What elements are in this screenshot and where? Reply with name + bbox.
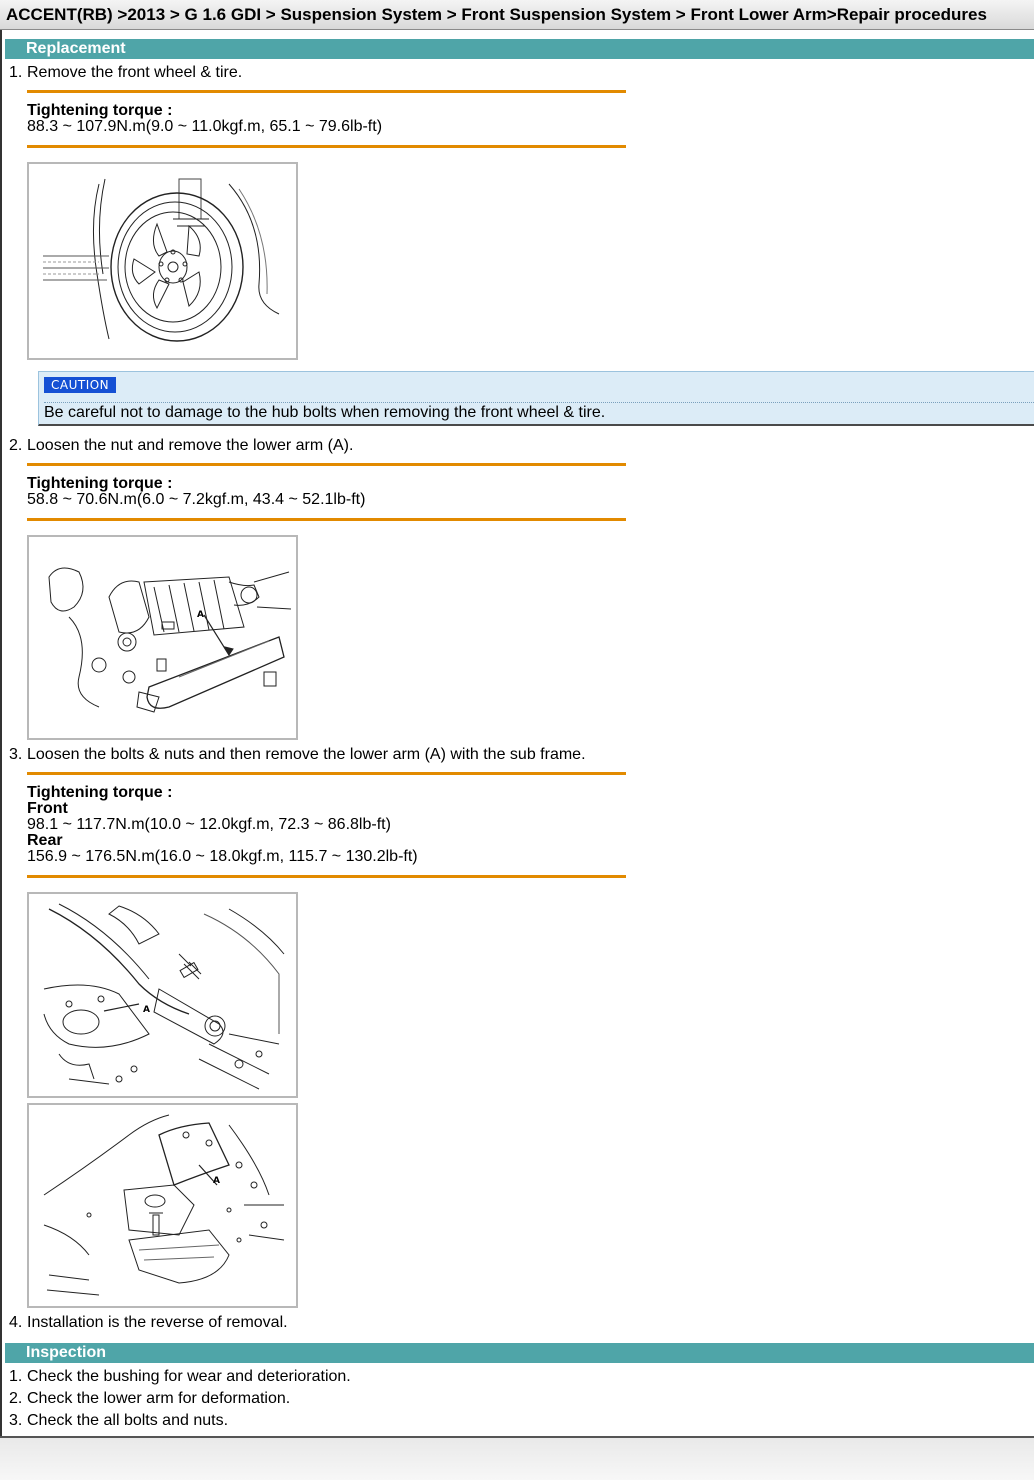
section-header-replacement: Replacement — [5, 39, 1034, 59]
torque-box-step-2 — [27, 463, 626, 521]
torque-value: 88.3 ~ 107.9N.m(9.0 ~ 11.0kgf.m, 65.1 ~ 79.6lb-ft) — [27, 118, 383, 135]
caution-box — [38, 371, 1034, 426]
torque-value: 58.8 ~ 70.6N.m(6.0 ~ 7.2kgf.m, 43.4 ~ 52.1lb-ft) — [27, 491, 366, 508]
torque-title: Tightening torque : — [27, 102, 173, 119]
figure-label-a: A — [213, 1176, 220, 1186]
inspection-step-3 — [9, 1411, 228, 1431]
caution-text: Be careful not to damage to the hub bolts when removing the front wheel & tire. — [44, 404, 606, 421]
step-text: Check the lower arm for deformation. — [27, 1390, 291, 1407]
step-text: Loosen the bolts & nuts and then remove the lower arm (A) with the sub frame. — [27, 746, 586, 763]
breadcrumb: ACCENT(RB) >2013 > G 1.6 GDI > Suspension System > Front Suspension System > Front Lower Arm>Repair procedures — [0, 0, 1034, 30]
figure-label-a: A — [197, 610, 204, 620]
step-number: 1. — [9, 64, 23, 81]
step-text: Installation is the reverse of removal. — [27, 1314, 288, 1331]
step-number: 3. — [9, 1412, 23, 1429]
step-number: 2. — [9, 1390, 23, 1407]
bottom-bar — [0, 1436, 1034, 1480]
torque-rear-value: 156.9 ~ 176.5N.m(16.0 ~ 18.0kgf.m, 115.7 ~ 130.2lb-ft) — [27, 848, 418, 865]
inspection-step-2 — [9, 1389, 290, 1409]
torque-rear-label: Rear — [27, 832, 63, 849]
step-number: 1. — [9, 1368, 23, 1385]
torque-box-step-1 — [27, 90, 626, 148]
figure-subframe-rear — [27, 1103, 298, 1308]
left-border — [0, 30, 2, 1438]
caution-label: CAUTION — [44, 377, 116, 393]
step-text: Check the bushing for wear and deterioration. — [27, 1368, 351, 1385]
step-2 — [9, 436, 353, 456]
step-number: 3. — [9, 746, 23, 763]
torque-front-label: Front — [27, 800, 68, 817]
torque-title: Tightening torque : — [27, 784, 173, 801]
step-3 — [9, 745, 586, 765]
figure-front-wheel — [27, 162, 298, 360]
section-header-inspection: Inspection — [5, 1343, 1034, 1363]
figure-lower-arm-nut — [27, 535, 298, 740]
step-4 — [9, 1313, 288, 1333]
figure-label-a: A — [143, 1005, 150, 1015]
step-1 — [9, 63, 242, 83]
step-number: 2. — [9, 437, 23, 454]
figure-subframe-front — [27, 892, 298, 1098]
step-text: Check the all bolts and nuts. — [27, 1412, 229, 1429]
inspection-step-1 — [9, 1367, 351, 1387]
step-text: Remove the front wheel & tire. — [27, 64, 243, 81]
step-number: 4. — [9, 1314, 23, 1331]
torque-title: Tightening torque : — [27, 475, 173, 492]
torque-front-value: 98.1 ~ 117.7N.m(10.0 ~ 12.0kgf.m, 72.3 ~ 86.8lb-ft) — [27, 816, 391, 833]
step-text: Loosen the nut and remove the lower arm (A). — [27, 437, 354, 454]
torque-box-step-3 — [27, 772, 626, 878]
